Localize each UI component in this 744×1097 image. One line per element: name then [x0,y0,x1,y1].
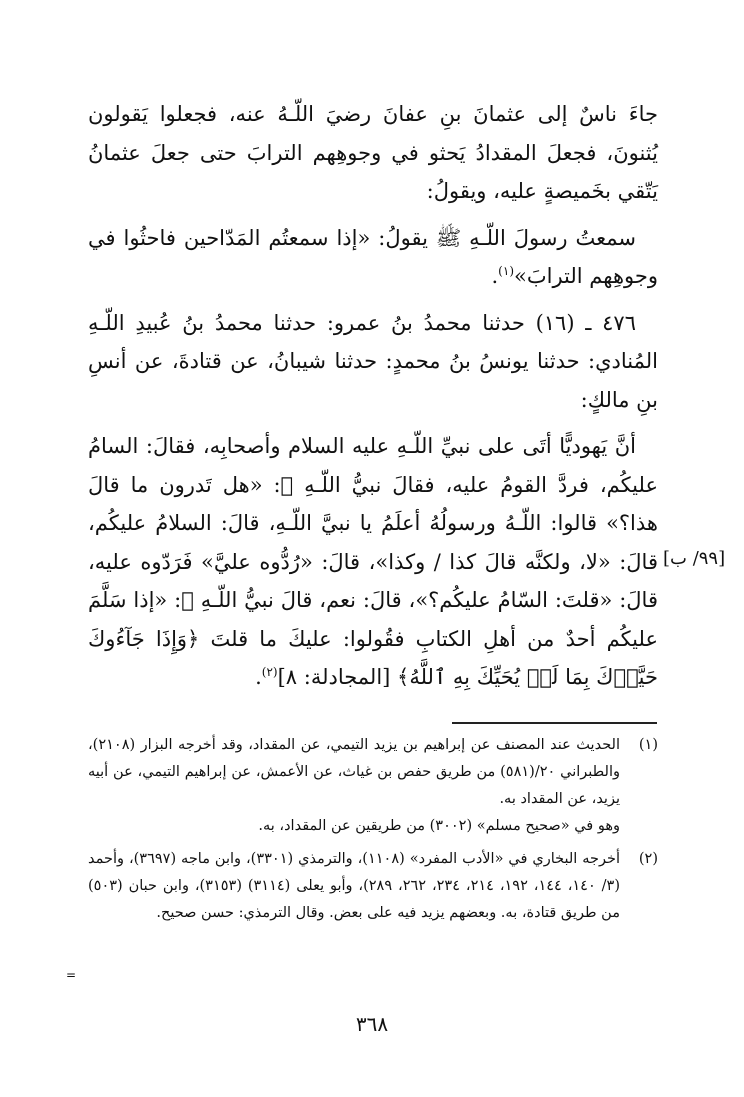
footnote-ref-2[interactable]: (٢) [261,665,278,679]
hadith-text: سمعتُ رسولَ اللّـهِ ﷺ يقولُ: «إذا سمعتُم المَدّاحين فاحثُوا في وجوهِهم الترابَ» [88,225,658,288]
isnad-text: ٤٧٦ ـ (١٦) حدثنا محمدُ بنُ عمرو: حدثنا محمدُ بنُ عُبيدِ اللّـهِ المُنادي: حدثنا يونسُ بنُ محمدٍ: حدثنا شيبانُ، عن قتادةَ، عن أنسِ بنِ مالكٍ: [88,310,658,412]
punctuation: . [255,665,262,689]
paragraph-3 [88,304,658,420]
paragraph-1 [88,95,658,211]
footnote-ref-1[interactable]: (١) [498,264,514,278]
footnote-body [88,846,620,927]
paragraph-2 [88,219,658,296]
footnotes [88,732,658,927]
page-number: ٣٦٨ [355,1012,389,1036]
footnote-paragraph: أخرجه البخاري في «الأدب المفرد» (١١٠٨)، والترمذي (٣٣٠١)، وابن ماجه (٣٦٩٧)، وأحمد (٣/ ١٤٠، ١٤٤، ١٩٢، ٢١٤، ٢٣٤، ٢٦٢، ٢٨٩)، وأبو يعلى (٣١١٤) (٣١٥٣)، وابن حبان (٥٠٣) من طريق قتادة، به. وبعضهم يزيد فيه على بعض. وقال الترمذي: حسن صحيح. [88,851,621,921]
paragraph-4 [88,427,658,697]
footnote-1 [88,732,658,840]
footnote-2 [88,846,658,927]
text-line: فجعلَ المقدادُ يَحثو في وجوهِهم الترابَ حتى جعلَ عثمانُ يَتّقي بخَميصةٍ [88,140,658,203]
text-line: عليه، ويقولُ: [426,179,537,203]
footnote-paragraph: الحديث عند المصنف عن إبراهيم بن يزيد التيمي، عن المقداد، وقد أخرجه البزار (٢١٠٨)، والطبراني ٢٠/(٥٨١) من طريق حفص بن غياث، عن الأعمش، عن إبراهيم التيمي، عن أبيه يزيد، عن المقداد به. [88,737,620,807]
footnote-number: (٢) [638,851,658,867]
footnote-number: (١) [638,737,658,753]
footnote-body [88,732,620,840]
manuscript-folio-marker: [٩٩/ ب] [663,548,726,569]
main-text [88,95,658,697]
continuation-mark: = [66,968,77,982]
punctuation: . [491,264,499,288]
text-line: جاءَ ناسٌ إلى عثمانَ بنِ عفانَ رضيَ اللّـهُ عنه، فجعلوا يَقولون يُثنونَ، [88,102,658,165]
hadith-text: أنَّ يَهوديًّا أتَى على نبيِّ اللّـهِ عليه السلام وأصحابِه، فقالَ: السامُ عليكُم، فردَّ القومُ عليه، فقالَ نبيُّ اللّـهِ ﷺ: «هل تَدرون ما قالَ هذا؟» قالوا: اللّـهُ ورسولُهُ أعلَمُ يا نبيَّ اللّـهِ، قالَ: السلامُ عليكُم، قالَ: «لا، ولكنَّه قالَ كذا / وكذا»، قالَ: «رُدُّوه عليَّ» فَرَدّوه عليه، قالَ: «قلتَ: السّامُ عليكُم؟»، قالَ: نعم، قالَ نبيُّ اللّـهِ ﷺ: «إذا سَلَّمَ عليكُم أحدٌ من أهلِ الكتابِ فقُولوا: عليكَ ما قلتَ ﴿وَإِذَا جَآءُوكَ حَيَّوۡكَ بِمَا لَمۡ يُحَيِّكَ بِهِ ٱللَّهُ﴾ [المجادلة: ٨] [88,434,658,689]
footnote-paragraph: وهو في «صحيح مسلم» (٣٠٠٢) من طريقين عن المقداد، به. [258,818,620,834]
footnote-divider [452,722,657,724]
